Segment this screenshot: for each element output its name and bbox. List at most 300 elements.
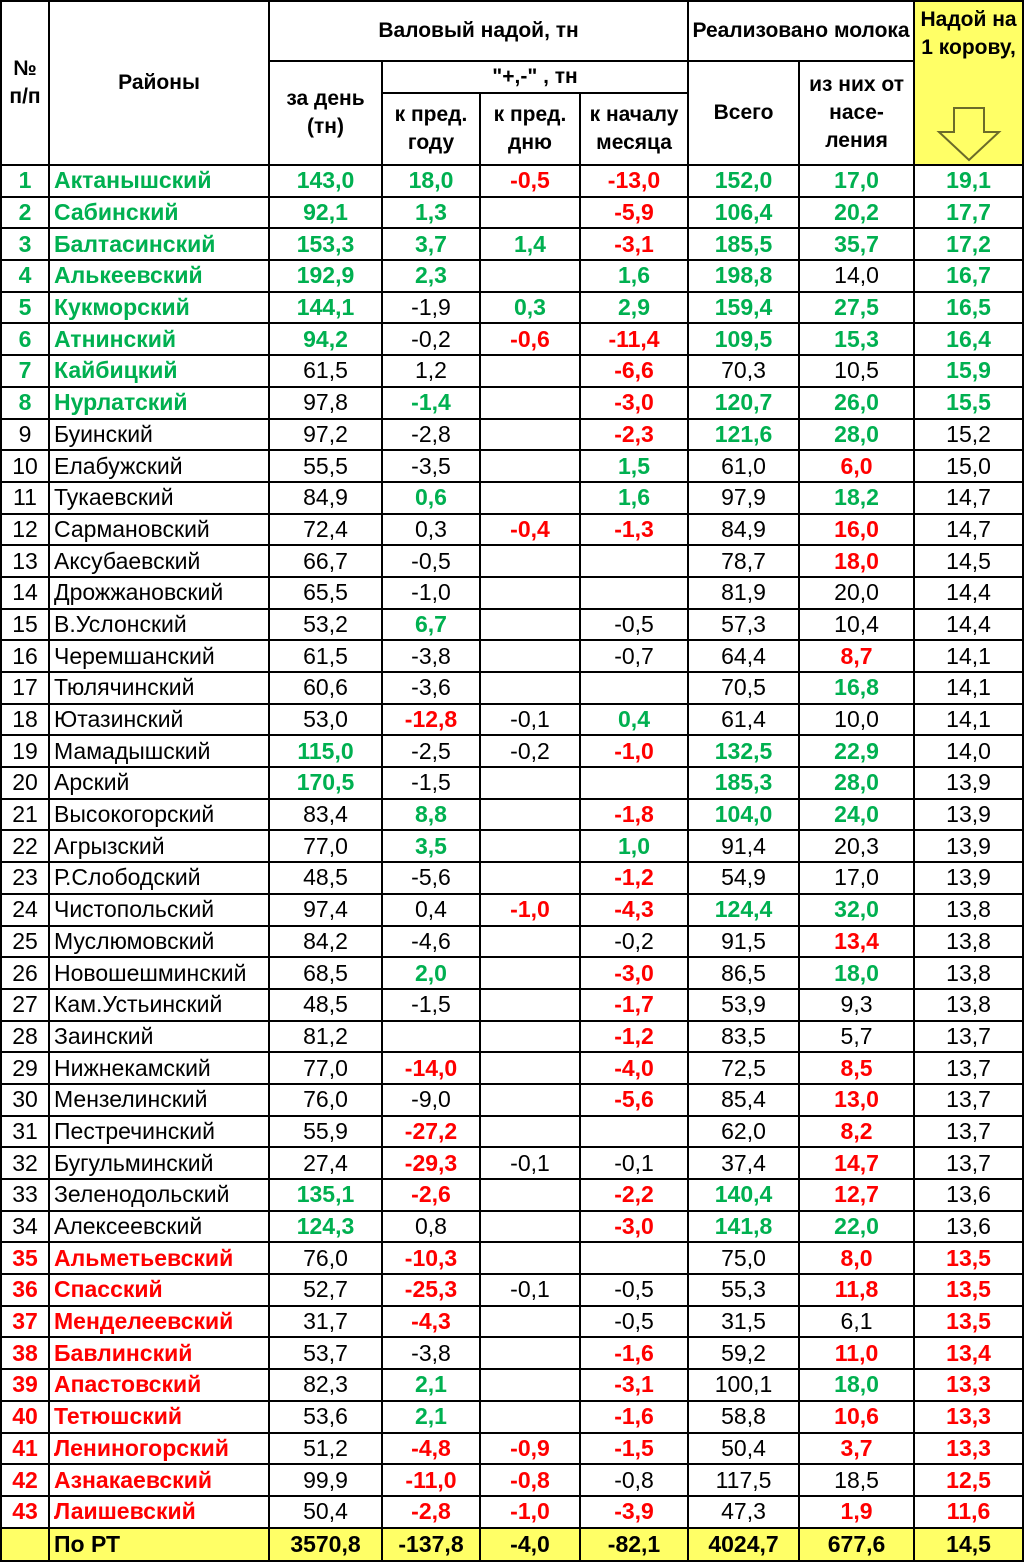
header-per-cow-label: Надой на 1 корову, [920, 8, 1017, 59]
district-name: Елабужский [49, 450, 269, 482]
prev-day-cell [480, 830, 580, 862]
row-num: 43 [1, 1496, 49, 1528]
prev-day-cell [480, 862, 580, 894]
district-name: Аксубаевский [49, 545, 269, 577]
table-row [1, 1147, 1023, 1179]
prev-year-cell: -12,8 [382, 704, 480, 736]
row-num: 23 [1, 862, 49, 894]
per-day-cell: 55,9 [269, 1116, 382, 1148]
total-row [1, 1528, 1023, 1561]
per-day-cell: 48,5 [269, 862, 382, 894]
row-num: 29 [1, 1052, 49, 1084]
sold-total-cell: 70,3 [688, 355, 799, 387]
district-name: Апастовский [49, 1369, 269, 1401]
per-day-cell: 124,3 [269, 1211, 382, 1243]
per-cow-cell: 14,4 [914, 609, 1023, 641]
per-cow-cell: 13,8 [914, 989, 1023, 1021]
from-population-cell: 10,4 [799, 609, 914, 641]
per-cow-cell: 17,2 [914, 228, 1023, 260]
district-name: Черемшанский [49, 640, 269, 672]
prev-day-cell: -0,2 [480, 735, 580, 767]
prev-year-cell: -2,8 [382, 419, 480, 451]
district-name: Заинский [49, 1021, 269, 1053]
header-prev-day: к пред. дню [480, 93, 580, 165]
month-start-cell: -3,0 [580, 1211, 688, 1243]
per-day-cell: 27,4 [269, 1147, 382, 1179]
from-population-cell: 8,2 [799, 1116, 914, 1148]
from-population-cell: 18,0 [799, 957, 914, 989]
prev-year-cell: -27,2 [382, 1116, 480, 1148]
prev-year-cell: -0,2 [382, 323, 480, 355]
per-day-cell: 77,0 [269, 1052, 382, 1084]
table-row [1, 228, 1023, 260]
from-population-cell: 6,0 [799, 450, 914, 482]
prev-year-cell: -5,6 [382, 862, 480, 894]
prev-day-cell [480, 1369, 580, 1401]
from-population-cell: 32,0 [799, 894, 914, 926]
prev-year-cell: -4,3 [382, 1306, 480, 1338]
row-num: 40 [1, 1401, 49, 1433]
sold-total-cell: 81,9 [688, 577, 799, 609]
prev-day-cell [480, 1116, 580, 1148]
prev-day-cell [480, 1179, 580, 1211]
row-num: 25 [1, 926, 49, 958]
month-start-cell: -0,5 [580, 609, 688, 641]
month-start-cell: -1,7 [580, 989, 688, 1021]
prev-year-cell: -2,5 [382, 735, 480, 767]
table-row [1, 640, 1023, 672]
row-num: 36 [1, 1274, 49, 1306]
total-sold: 4024,7 [688, 1528, 799, 1561]
district-name: Тетюшский [49, 1401, 269, 1433]
per-cow-cell: 13,3 [914, 1433, 1023, 1465]
district-name: Лениногорский [49, 1433, 269, 1465]
per-cow-cell: 17,7 [914, 197, 1023, 229]
per-day-cell: 72,4 [269, 514, 382, 546]
table-header [1, 1, 1023, 165]
row-num: 34 [1, 1211, 49, 1243]
per-day-cell: 77,0 [269, 830, 382, 862]
table-row [1, 704, 1023, 736]
table-row [1, 323, 1023, 355]
prev-year-cell: 2,1 [382, 1369, 480, 1401]
sold-total-cell: 54,9 [688, 862, 799, 894]
per-day-cell: 99,9 [269, 1464, 382, 1496]
table-body [1, 165, 1023, 1528]
prev-day-cell [480, 1242, 580, 1274]
row-num: 19 [1, 735, 49, 767]
prev-year-cell: -3,8 [382, 640, 480, 672]
district-name: Азнакаевский [49, 1464, 269, 1496]
per-day-cell: 65,5 [269, 577, 382, 609]
row-num: 14 [1, 577, 49, 609]
per-day-cell: 94,2 [269, 323, 382, 355]
down-arrow-icon [936, 106, 1002, 162]
header-sold-milk: Реализовано молока [688, 1, 914, 61]
month-start-cell: -1,5 [580, 1433, 688, 1465]
row-num: 32 [1, 1147, 49, 1179]
month-start-cell: -4,3 [580, 894, 688, 926]
month-start-cell: -13,0 [580, 165, 688, 197]
header-plus-minus: "+,-" , тн [382, 61, 688, 93]
prev-day-cell [480, 577, 580, 609]
per-cow-cell: 13,9 [914, 830, 1023, 862]
prev-year-cell: 0,3 [382, 514, 480, 546]
per-day-cell: 83,4 [269, 799, 382, 831]
table-row [1, 292, 1023, 324]
sold-total-cell: 58,8 [688, 1401, 799, 1433]
sold-total-cell: 72,5 [688, 1052, 799, 1084]
district-name: Актанышский [49, 165, 269, 197]
prev-day-cell [480, 957, 580, 989]
table-row [1, 735, 1023, 767]
per-cow-cell: 13,3 [914, 1401, 1023, 1433]
row-num: 35 [1, 1242, 49, 1274]
prev-year-cell: -1,4 [382, 387, 480, 419]
per-cow-cell: 16,4 [914, 323, 1023, 355]
header-prev-year: к пред. году [382, 93, 480, 165]
row-num: 37 [1, 1306, 49, 1338]
district-name: Спасский [49, 1274, 269, 1306]
sold-total-cell: 140,4 [688, 1179, 799, 1211]
sold-total-cell: 61,4 [688, 704, 799, 736]
per-day-cell: 92,1 [269, 197, 382, 229]
table-row [1, 545, 1023, 577]
month-start-cell: -3,0 [580, 957, 688, 989]
row-num: 31 [1, 1116, 49, 1148]
prev-day-cell [480, 1211, 580, 1243]
month-start-cell: -3,9 [580, 1496, 688, 1528]
prev-day-cell [480, 989, 580, 1021]
sold-total-cell: 47,3 [688, 1496, 799, 1528]
month-start-cell: -1,8 [580, 799, 688, 831]
prev-year-cell: -1,9 [382, 292, 480, 324]
prev-year-cell: -1,5 [382, 767, 480, 799]
per-day-cell: 76,0 [269, 1242, 382, 1274]
prev-year-cell [382, 1021, 480, 1053]
table-row [1, 830, 1023, 862]
prev-year-cell: 0,4 [382, 894, 480, 926]
table-row [1, 862, 1023, 894]
prev-day-cell: -1,0 [480, 894, 580, 926]
prev-day-cell [480, 419, 580, 451]
from-population-cell: 22,9 [799, 735, 914, 767]
prev-day-cell [480, 1401, 580, 1433]
per-cow-cell: 13,9 [914, 862, 1023, 894]
table-row [1, 419, 1023, 451]
from-population-cell: 18,0 [799, 545, 914, 577]
row-num: 22 [1, 830, 49, 862]
per-day-cell: 53,0 [269, 704, 382, 736]
sold-total-cell: 117,5 [688, 1464, 799, 1496]
sold-total-cell: 55,3 [688, 1274, 799, 1306]
per-cow-cell: 14,5 [914, 545, 1023, 577]
from-population-cell: 8,0 [799, 1242, 914, 1274]
per-day-cell: 61,5 [269, 640, 382, 672]
district-name: Лаишевский [49, 1496, 269, 1528]
per-cow-cell: 15,9 [914, 355, 1023, 387]
total-label: По РТ [49, 1528, 269, 1561]
from-population-cell: 26,0 [799, 387, 914, 419]
total-from-population: 677,6 [799, 1528, 914, 1561]
district-name: Пестречинский [49, 1116, 269, 1148]
per-day-cell: 153,3 [269, 228, 382, 260]
prev-day-cell [480, 387, 580, 419]
prev-day-cell: -0,1 [480, 704, 580, 736]
per-day-cell: 84,9 [269, 482, 382, 514]
per-cow-cell: 13,5 [914, 1306, 1023, 1338]
prev-day-cell [480, 197, 580, 229]
row-num: 5 [1, 292, 49, 324]
month-start-cell: 2,9 [580, 292, 688, 324]
per-cow-cell: 15,2 [914, 419, 1023, 451]
prev-day-cell: -0,9 [480, 1433, 580, 1465]
per-cow-cell: 15,0 [914, 450, 1023, 482]
prev-day-cell [480, 926, 580, 958]
from-population-cell: 20,0 [799, 577, 914, 609]
prev-day-cell [480, 640, 580, 672]
per-day-cell: 51,2 [269, 1433, 382, 1465]
table-row [1, 482, 1023, 514]
prev-year-cell: -4,6 [382, 926, 480, 958]
prev-year-cell: -2,8 [382, 1496, 480, 1528]
from-population-cell: 12,7 [799, 1179, 914, 1211]
month-start-cell [580, 1116, 688, 1148]
from-population-cell: 10,5 [799, 355, 914, 387]
from-population-cell: 14,0 [799, 260, 914, 292]
district-name: Ютазинский [49, 704, 269, 736]
prev-year-cell: -11,0 [382, 1464, 480, 1496]
from-population-cell: 10,0 [799, 704, 914, 736]
prev-year-cell: -1,0 [382, 577, 480, 609]
row-num: 24 [1, 894, 49, 926]
row-num: 42 [1, 1464, 49, 1496]
table-row [1, 260, 1023, 292]
prev-day-cell [480, 672, 580, 704]
district-name: Атнинский [49, 323, 269, 355]
per-day-cell: 76,0 [269, 1084, 382, 1116]
per-cow-cell: 16,5 [914, 292, 1023, 324]
table-row [1, 514, 1023, 546]
table-row [1, 1211, 1023, 1243]
from-population-cell: 8,5 [799, 1052, 914, 1084]
prev-year-cell: 1,2 [382, 355, 480, 387]
table-row [1, 387, 1023, 419]
table-row [1, 165, 1023, 197]
table-row [1, 1433, 1023, 1465]
prev-year-cell: 3,5 [382, 830, 480, 862]
per-day-cell: 97,4 [269, 894, 382, 926]
per-cow-cell: 14,0 [914, 735, 1023, 767]
header-month-start: к началу месяца [580, 93, 688, 165]
header-gross-yield: Валовый надой, тн [269, 1, 688, 61]
sold-total-cell: 53,9 [688, 989, 799, 1021]
prev-year-cell: 8,8 [382, 799, 480, 831]
row-num: 13 [1, 545, 49, 577]
table-row [1, 1306, 1023, 1338]
table-row [1, 1052, 1023, 1084]
from-population-cell: 24,0 [799, 799, 914, 831]
from-population-cell: 14,7 [799, 1147, 914, 1179]
per-day-cell: 55,5 [269, 450, 382, 482]
row-num: 28 [1, 1021, 49, 1053]
prev-day-cell [480, 609, 580, 641]
per-day-cell: 143,0 [269, 165, 382, 197]
row-num: 21 [1, 799, 49, 831]
sold-total-cell: 31,5 [688, 1306, 799, 1338]
per-cow-cell: 11,6 [914, 1496, 1023, 1528]
per-cow-cell: 13,6 [914, 1179, 1023, 1211]
from-population-cell: 17,0 [799, 165, 914, 197]
sold-total-cell: 84,9 [688, 514, 799, 546]
from-population-cell: 11,8 [799, 1274, 914, 1306]
from-population-cell: 8,7 [799, 640, 914, 672]
table-row [1, 1464, 1023, 1496]
per-cow-cell: 13,4 [914, 1337, 1023, 1369]
month-start-cell: -1,0 [580, 735, 688, 767]
per-day-cell: 135,1 [269, 1179, 382, 1211]
total-num [1, 1528, 49, 1561]
month-start-cell: -0,8 [580, 1464, 688, 1496]
per-cow-cell: 14,4 [914, 577, 1023, 609]
table-row [1, 926, 1023, 958]
total-prev-day: -4,0 [480, 1528, 580, 1561]
table-row [1, 1369, 1023, 1401]
prev-year-cell: 2,0 [382, 957, 480, 989]
sold-total-cell: 100,1 [688, 1369, 799, 1401]
per-day-cell: 97,2 [269, 419, 382, 451]
district-name: Бавлинский [49, 1337, 269, 1369]
sold-total-cell: 185,3 [688, 767, 799, 799]
prev-day-cell [480, 799, 580, 831]
district-name: Нурлатский [49, 387, 269, 419]
prev-day-cell: -0,1 [480, 1274, 580, 1306]
month-start-cell: -0,7 [580, 640, 688, 672]
from-population-cell: 16,0 [799, 514, 914, 546]
month-start-cell: -6,6 [580, 355, 688, 387]
from-population-cell: 20,3 [799, 830, 914, 862]
district-name: Балтасинский [49, 228, 269, 260]
sold-total-cell: 124,4 [688, 894, 799, 926]
prev-year-cell: -14,0 [382, 1052, 480, 1084]
district-name: Буинский [49, 419, 269, 451]
per-cow-cell: 13,7 [914, 1147, 1023, 1179]
prev-year-cell: -2,6 [382, 1179, 480, 1211]
from-population-cell: 13,4 [799, 926, 914, 958]
per-cow-cell: 13,9 [914, 799, 1023, 831]
from-population-cell: 20,2 [799, 197, 914, 229]
month-start-cell: -1,6 [580, 1401, 688, 1433]
district-name: Менделеевский [49, 1306, 269, 1338]
from-population-cell: 35,7 [799, 228, 914, 260]
sold-total-cell: 85,4 [688, 1084, 799, 1116]
prev-day-cell: 0,3 [480, 292, 580, 324]
district-name: Арский [49, 767, 269, 799]
total-month-start: -82,1 [580, 1528, 688, 1561]
row-num: 17 [1, 672, 49, 704]
from-population-cell: 6,1 [799, 1306, 914, 1338]
sold-total-cell: 64,4 [688, 640, 799, 672]
month-start-cell: -2,2 [580, 1179, 688, 1211]
row-num: 4 [1, 260, 49, 292]
table-row [1, 672, 1023, 704]
sold-total-cell: 91,5 [688, 926, 799, 958]
from-population-cell: 15,3 [799, 323, 914, 355]
month-start-cell: 0,4 [580, 704, 688, 736]
row-num: 8 [1, 387, 49, 419]
row-num: 15 [1, 609, 49, 641]
per-day-cell: 81,2 [269, 1021, 382, 1053]
per-cow-cell: 13,7 [914, 1084, 1023, 1116]
per-day-cell: 61,5 [269, 355, 382, 387]
prev-day-cell: -0,5 [480, 165, 580, 197]
per-cow-cell: 14,1 [914, 640, 1023, 672]
per-cow-cell: 13,9 [914, 767, 1023, 799]
prev-year-cell: 0,8 [382, 1211, 480, 1243]
per-cow-cell: 13,3 [914, 1369, 1023, 1401]
per-day-cell: 53,2 [269, 609, 382, 641]
per-day-cell: 115,0 [269, 735, 382, 767]
sold-total-cell: 104,0 [688, 799, 799, 831]
per-cow-cell: 12,5 [914, 1464, 1023, 1496]
prev-day-cell: 1,4 [480, 228, 580, 260]
district-name: Кам.Устьинский [49, 989, 269, 1021]
row-num: 16 [1, 640, 49, 672]
row-num: 10 [1, 450, 49, 482]
table-row [1, 1179, 1023, 1211]
month-start-cell: -1,3 [580, 514, 688, 546]
table-row [1, 1274, 1023, 1306]
table-row [1, 767, 1023, 799]
district-name: Р.Слободский [49, 862, 269, 894]
row-num: 26 [1, 957, 49, 989]
row-num: 27 [1, 989, 49, 1021]
table-row [1, 894, 1023, 926]
row-num: 20 [1, 767, 49, 799]
sold-total-cell: 106,4 [688, 197, 799, 229]
per-cow-cell: 15,5 [914, 387, 1023, 419]
sold-total-cell: 75,0 [688, 1242, 799, 1274]
per-cow-cell: 13,8 [914, 894, 1023, 926]
sold-total-cell: 78,7 [688, 545, 799, 577]
per-cow-cell: 13,5 [914, 1242, 1023, 1274]
sold-total-cell: 86,5 [688, 957, 799, 989]
sold-total-cell: 198,8 [688, 260, 799, 292]
per-day-cell: 31,7 [269, 1306, 382, 1338]
per-day-cell: 68,5 [269, 957, 382, 989]
district-name: Дрожжановский [49, 577, 269, 609]
table-row [1, 450, 1023, 482]
per-cow-cell: 16,7 [914, 260, 1023, 292]
from-population-cell: 9,3 [799, 989, 914, 1021]
per-cow-cell: 13,8 [914, 957, 1023, 989]
prev-day-cell [480, 1306, 580, 1338]
per-cow-cell: 13,7 [914, 1116, 1023, 1148]
row-num: 7 [1, 355, 49, 387]
sold-total-cell: 57,3 [688, 609, 799, 641]
prev-year-cell: 0,6 [382, 482, 480, 514]
row-num: 30 [1, 1084, 49, 1116]
month-start-cell [580, 577, 688, 609]
district-name: Бугульминский [49, 1147, 269, 1179]
header-district: Районы [49, 1, 269, 165]
table-row [1, 1084, 1023, 1116]
table-row [1, 957, 1023, 989]
prev-day-cell: -1,0 [480, 1496, 580, 1528]
district-name: Алькеевский [49, 260, 269, 292]
month-start-cell: -1,2 [580, 862, 688, 894]
prev-day-cell [480, 1084, 580, 1116]
